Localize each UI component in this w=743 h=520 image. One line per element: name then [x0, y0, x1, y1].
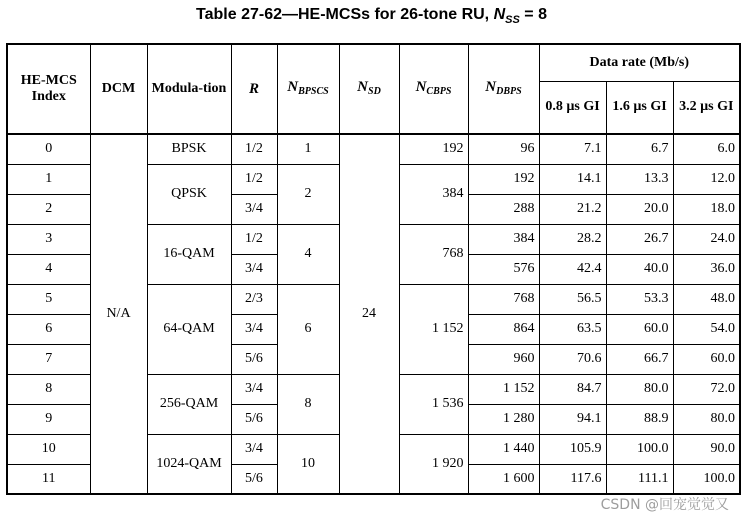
cell-rate-gi08: 42.4 [539, 254, 606, 284]
cell-rate-gi32: 60.0 [673, 344, 740, 374]
cell-ndbps: 192 [468, 164, 539, 194]
cell-mcs: 1 [7, 164, 90, 194]
header-nsd-sub: SD [368, 85, 381, 97]
cell-ncbps: 384 [399, 164, 468, 224]
cell-ndbps: 864 [468, 314, 539, 344]
cell-mcs: 2 [7, 194, 90, 224]
cell-r: 1/2 [231, 224, 277, 254]
cell-rate-gi08: 7.1 [539, 134, 606, 164]
cell-r: 5/6 [231, 344, 277, 374]
header-gi-08: 0.8 µs GI [539, 81, 606, 134]
header-ncbps-sub: CBPS [426, 85, 452, 97]
cell-rate-gi08: 105.9 [539, 434, 606, 464]
header-nbpscs-sub: BPSCS [298, 85, 329, 97]
cell-ncbps: 1 536 [399, 374, 468, 434]
caption-suffix: = 8 [519, 6, 547, 23]
mcs-table [6, 43, 741, 495]
cell-rate-gi32: 24.0 [673, 224, 740, 254]
cell-rate-gi32: 54.0 [673, 314, 740, 344]
header-data-rate: Data rate (Mb/s) [539, 44, 740, 81]
cell-modulation: 256-QAM [147, 374, 231, 434]
cell-mcs: 3 [7, 224, 90, 254]
header-row-1 [7, 44, 740, 81]
cell-ndbps: 288 [468, 194, 539, 224]
header-ncbps-base: N [415, 78, 427, 95]
cell-modulation: QPSK [147, 164, 231, 224]
cell-rate-gi08: 56.5 [539, 284, 606, 314]
cell-r: 3/4 [231, 314, 277, 344]
cell-rate-gi16: 53.3 [606, 284, 673, 314]
cell-nbpscs: 4 [277, 224, 339, 284]
cell-nsd: 24 [339, 134, 399, 494]
cell-dcm: N/A [90, 134, 147, 494]
cell-rate-gi16: 66.7 [606, 344, 673, 374]
cell-ncbps: 1 152 [399, 284, 468, 374]
cell-rate-gi32: 100.0 [673, 464, 740, 494]
cell-rate-gi16: 13.3 [606, 164, 673, 194]
header-r [231, 44, 277, 134]
header-gi-16: 1.6 µs GI [606, 81, 673, 134]
cell-nbpscs: 2 [277, 164, 339, 224]
table-row [7, 134, 740, 164]
header-nsd [339, 44, 399, 134]
watermark: CSDN @回宠觉觉又 [600, 497, 729, 513]
cell-rate-gi32: 72.0 [673, 374, 740, 404]
cell-rate-gi16: 20.0 [606, 194, 673, 224]
cell-rate-gi08: 94.1 [539, 404, 606, 434]
cell-modulation: 64-QAM [147, 284, 231, 374]
cell-ndbps: 1 600 [468, 464, 539, 494]
caption-prefix: Table 27-62—HE-MCSs for 26-tone RU, [196, 6, 494, 23]
cell-ndbps: 1 440 [468, 434, 539, 464]
header-r-label: R [248, 80, 259, 97]
caption-nss-sub: SS [505, 14, 520, 26]
cell-modulation: 1024-QAM [147, 434, 231, 494]
cell-rate-gi32: 36.0 [673, 254, 740, 284]
cell-rate-gi08: 14.1 [539, 164, 606, 194]
cell-nbpscs: 1 [277, 134, 339, 164]
cell-mcs: 5 [7, 284, 90, 314]
header-ndbps [468, 44, 539, 134]
cell-ncbps: 1 920 [399, 434, 468, 494]
cell-mcs: 11 [7, 464, 90, 494]
cell-r: 3/4 [231, 194, 277, 224]
cell-ndbps: 1 152 [468, 374, 539, 404]
header-ndbps-sub: DBPS [496, 85, 522, 97]
cell-ndbps: 1 280 [468, 404, 539, 434]
cell-nbpscs: 10 [277, 434, 339, 494]
cell-rate-gi32: 18.0 [673, 194, 740, 224]
caption-nss-base: N [493, 6, 506, 23]
cell-rate-gi32: 12.0 [673, 164, 740, 194]
cell-ndbps: 768 [468, 284, 539, 314]
cell-mcs: 4 [7, 254, 90, 284]
cell-rate-gi08: 84.7 [539, 374, 606, 404]
cell-ndbps: 96 [468, 134, 539, 164]
cell-rate-gi32: 6.0 [673, 134, 740, 164]
header-mcs-index: HE-MCS Index [7, 44, 90, 134]
cell-r: 5/6 [231, 464, 277, 494]
header-modulation: Modula-tion [147, 44, 231, 134]
cell-rate-gi16: 60.0 [606, 314, 673, 344]
cell-mcs: 8 [7, 374, 90, 404]
cell-rate-gi32: 90.0 [673, 434, 740, 464]
cell-rate-gi08: 63.5 [539, 314, 606, 344]
cell-modulation: 16-QAM [147, 224, 231, 284]
cell-rate-gi08: 21.2 [539, 194, 606, 224]
cell-rate-gi16: 80.0 [606, 374, 673, 404]
header-nsd-base: N [357, 78, 369, 95]
cell-rate-gi16: 111.1 [606, 464, 673, 494]
cell-modulation: BPSK [147, 134, 231, 164]
cell-rate-gi32: 80.0 [673, 404, 740, 434]
cell-rate-gi08: 70.6 [539, 344, 606, 374]
cell-r: 1/2 [231, 164, 277, 194]
cell-ncbps: 768 [399, 224, 468, 284]
cell-ncbps: 192 [399, 134, 468, 164]
cell-nbpscs: 6 [277, 284, 339, 374]
cell-mcs: 6 [7, 314, 90, 344]
cell-mcs: 7 [7, 344, 90, 374]
cell-r: 3/4 [231, 374, 277, 404]
header-ndbps-base: N [485, 78, 497, 95]
cell-r: 3/4 [231, 434, 277, 464]
cell-rate-gi16: 6.7 [606, 134, 673, 164]
cell-mcs: 9 [7, 404, 90, 434]
cell-rate-gi32: 48.0 [673, 284, 740, 314]
header-gi-32: 3.2 µs GI [673, 81, 740, 134]
header-ncbps [399, 44, 468, 134]
cell-mcs: 0 [7, 134, 90, 164]
cell-ndbps: 960 [468, 344, 539, 374]
cell-r: 1/2 [231, 134, 277, 164]
cell-rate-gi16: 26.7 [606, 224, 673, 254]
cell-ndbps: 576 [468, 254, 539, 284]
header-nbpscs [277, 44, 339, 134]
cell-r: 3/4 [231, 254, 277, 284]
cell-rate-gi08: 28.2 [539, 224, 606, 254]
header-dcm: DCM [90, 44, 147, 134]
cell-rate-gi08: 117.6 [539, 464, 606, 494]
cell-r: 2/3 [231, 284, 277, 314]
cell-ndbps: 384 [468, 224, 539, 254]
cell-rate-gi16: 40.0 [606, 254, 673, 284]
cell-nbpscs: 8 [277, 374, 339, 434]
cell-rate-gi16: 100.0 [606, 434, 673, 464]
cell-r: 5/6 [231, 404, 277, 434]
cell-rate-gi16: 88.9 [606, 404, 673, 434]
table-caption [0, 4, 743, 26]
header-nbpscs-base: N [287, 78, 299, 95]
cell-mcs: 10 [7, 434, 90, 464]
